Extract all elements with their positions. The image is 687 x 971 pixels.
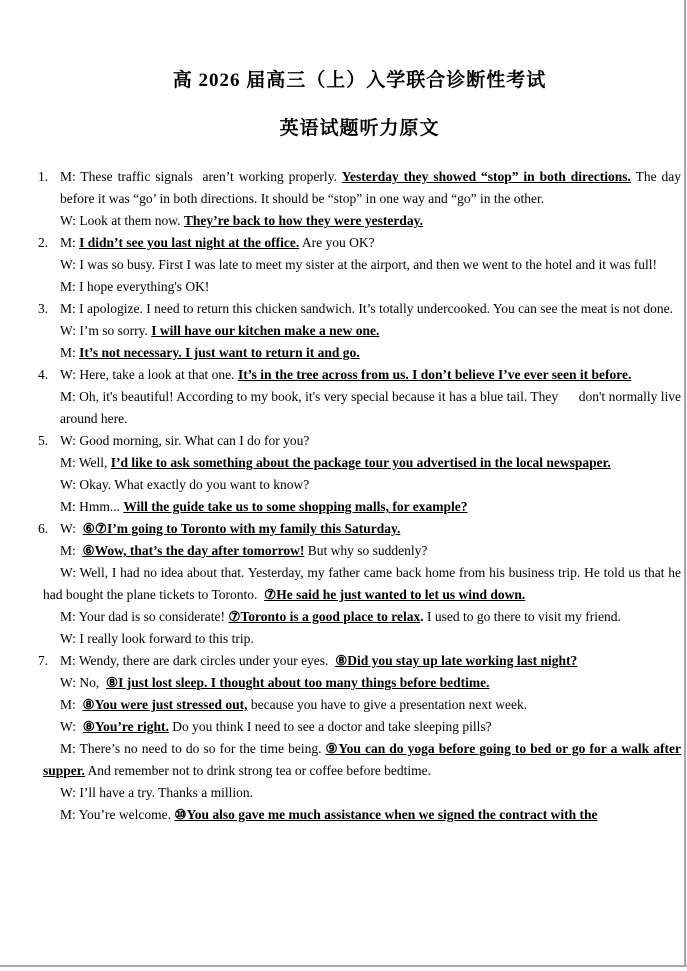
emphasized-text: It’s in the tree across from us. I don’t believe I’ve ever seen it before. <box>237 367 632 382</box>
transcript-item <box>38 298 681 364</box>
dialogue-text: But why so suddenly? <box>304 543 428 558</box>
dialogue-text: I used to go there to visit my friend. <box>423 609 621 624</box>
dialogue-text: M: <box>60 345 80 360</box>
dialogue-line <box>60 342 681 364</box>
dialogue-text: M: <box>60 543 83 558</box>
emphasized-text: ⑧Did you stay up late working last night? <box>335 653 578 668</box>
page-title: 高 2026 届高三（上）入学联合诊断性考试 <box>172 70 547 91</box>
dialogue-text: W: No, <box>60 675 106 690</box>
emphasized-text: ⑥Wow, that’s the day after tomorrow! <box>82 543 305 558</box>
dialogue-text: W: I was so busy. First I was late to meet my sister at the airport, and then we went to the hotel and it was full! <box>60 257 657 272</box>
emphasized-text: They’re back to how they were yesterday. <box>183 213 423 228</box>
dialogue-line <box>60 166 681 210</box>
dialogue-text: M: I hope everything's OK! <box>60 279 210 294</box>
dialogue-text: M: I apologize. I need to return this chicken sandwich. It’s totally undercooked. You can see the meat is not done. <box>60 301 673 316</box>
emphasized-text: ⑧You were just stressed out, <box>82 697 248 712</box>
dialogue-line <box>60 364 681 386</box>
dialogue-line <box>60 232 681 254</box>
item-number: 4. <box>38 367 49 382</box>
emphasized-text: It’s not necessary. I just want to return it and go. <box>79 345 360 360</box>
dialogue-text: M: Well, <box>60 455 111 470</box>
dialogue-text: M: Wendy, there are dark circles under your eyes. <box>60 653 336 668</box>
transcript <box>38 166 681 826</box>
item-number: 5. <box>38 433 49 448</box>
dialogue-text: M: There’s no need to do so for the time being. <box>60 741 326 756</box>
dialogue-text: W: I’m so sorry. <box>60 323 152 338</box>
dialogue-line <box>43 606 681 628</box>
dialogue-line <box>43 562 681 606</box>
emphasized-text: I didn’t see you last night at the office. <box>79 235 300 250</box>
dialogue-text: M: Oh, it's beautiful! According to my book, it's very special because it has a blue tail. They don't normally live around here. <box>60 389 681 426</box>
dialogue-line <box>60 672 681 694</box>
item-number: 2. <box>38 235 49 250</box>
page-edge-bottom <box>0 965 687 967</box>
dialogue-line <box>60 386 681 430</box>
transcript-item <box>38 650 681 826</box>
item-number: 1. <box>38 169 49 184</box>
dialogue-text: W: Look at them now. <box>60 213 184 228</box>
dialogue-line <box>60 518 681 540</box>
dialogue-line <box>60 430 681 452</box>
dialogue-text: W: Well, I had no idea about that. Yesterday, my father came back home from his business trip. He told us that he had bought the plane tickets to Toronto. <box>43 565 681 602</box>
emphasized-text: I’d like to ask something about the package tour you advertised in the local newspaper. <box>110 455 611 470</box>
transcript-item <box>38 364 681 430</box>
item-number: 6. <box>38 521 49 536</box>
transcript-item <box>38 430 681 518</box>
dialogue-text: Do you think I need to see a doctor and take sleeping pills? <box>168 719 492 734</box>
dialogue-line <box>60 276 681 298</box>
dialogue-line <box>60 650 681 672</box>
dialogue-line <box>60 782 681 804</box>
dialogue-text: W: <box>60 521 83 536</box>
dialogue-line <box>60 298 681 320</box>
emphasized-text: ⑦Toronto is a good place to relax <box>228 609 421 624</box>
dialogue-text: M: You’re welcome. <box>60 807 175 822</box>
dialogue-line <box>60 496 681 518</box>
dialogue-line <box>43 804 681 826</box>
page-edge-right <box>684 0 686 966</box>
transcript-item <box>38 232 681 298</box>
item-number: 3. <box>38 301 49 316</box>
emphasized-text: ⑧I just lost sleep. I thought about too many things before bedtime. <box>106 675 490 690</box>
dialogue-line <box>43 738 681 782</box>
dialogue-line <box>60 474 681 496</box>
dialogue-text: because you have to give a presentation next week. <box>247 697 528 712</box>
dialogue-text: W: I’ll have a try. Thanks a million. <box>60 785 253 800</box>
dialogue-text: W: Here, take a look at that one. <box>60 367 238 382</box>
emphasized-text: ⑥⑦I’m going to Toronto with my family this Saturday. <box>82 521 401 536</box>
dialogue-text: M: Hmm... <box>60 499 124 514</box>
dialogue-text: W: Good morning, sir. What can I do for you? <box>60 433 310 448</box>
dialogue-text: W: <box>60 719 83 734</box>
dialogue-line <box>60 452 681 474</box>
dialogue-line <box>60 540 681 562</box>
emphasized-text: ⑨You can do yoga before going to bed or go for a walk after supper. <box>43 741 681 778</box>
emphasized-text: I will have our kitchen make a new one. <box>151 323 380 338</box>
dialogue-line <box>60 716 681 738</box>
dialogue-line <box>60 210 681 232</box>
transcript-item <box>38 166 681 232</box>
dialogue-text: M: <box>60 235 80 250</box>
dialogue-text: And remember not to drink strong tea or coffee before bedtime. <box>84 763 432 778</box>
dialogue-line <box>60 694 681 716</box>
dialogue-text: . <box>420 609 424 624</box>
emphasized-text: ⑧You’re right. <box>82 719 169 734</box>
dialogue-text: W: Okay. What exactly do you want to know? <box>60 477 310 492</box>
emphasized-text: Will the guide take us to some shopping malls, for example? <box>123 499 468 514</box>
emphasized-text: ⑩You also gave me much assistance when we signed the contract with the <box>174 807 598 822</box>
page-subtitle: 英语试题听力原文 <box>279 118 440 139</box>
dialogue-line <box>60 628 681 650</box>
emphasized-text: ⑦He said he just wanted to let us wind down. <box>264 587 526 602</box>
dialogue-line <box>60 254 681 276</box>
emphasized-text: Yesterday they showed “stop” in both directions. <box>341 169 631 184</box>
dialogue-text: M: Your dad is so considerate! <box>60 609 229 624</box>
dialogue-text: W: I really look forward to this trip. <box>60 631 254 646</box>
transcript-item <box>38 518 681 650</box>
item-number: 7. <box>38 653 49 668</box>
dialogue-text: M: These traffic signals aren’t working properly. <box>60 169 342 184</box>
dialogue-text: Are you OK? <box>299 235 375 250</box>
dialogue-line <box>60 320 681 342</box>
dialogue-text: The day before it was “go’ in both directions. It should be “stop” in one way and “go” in the other. <box>60 169 681 206</box>
dialogue-text: M: <box>60 697 83 712</box>
